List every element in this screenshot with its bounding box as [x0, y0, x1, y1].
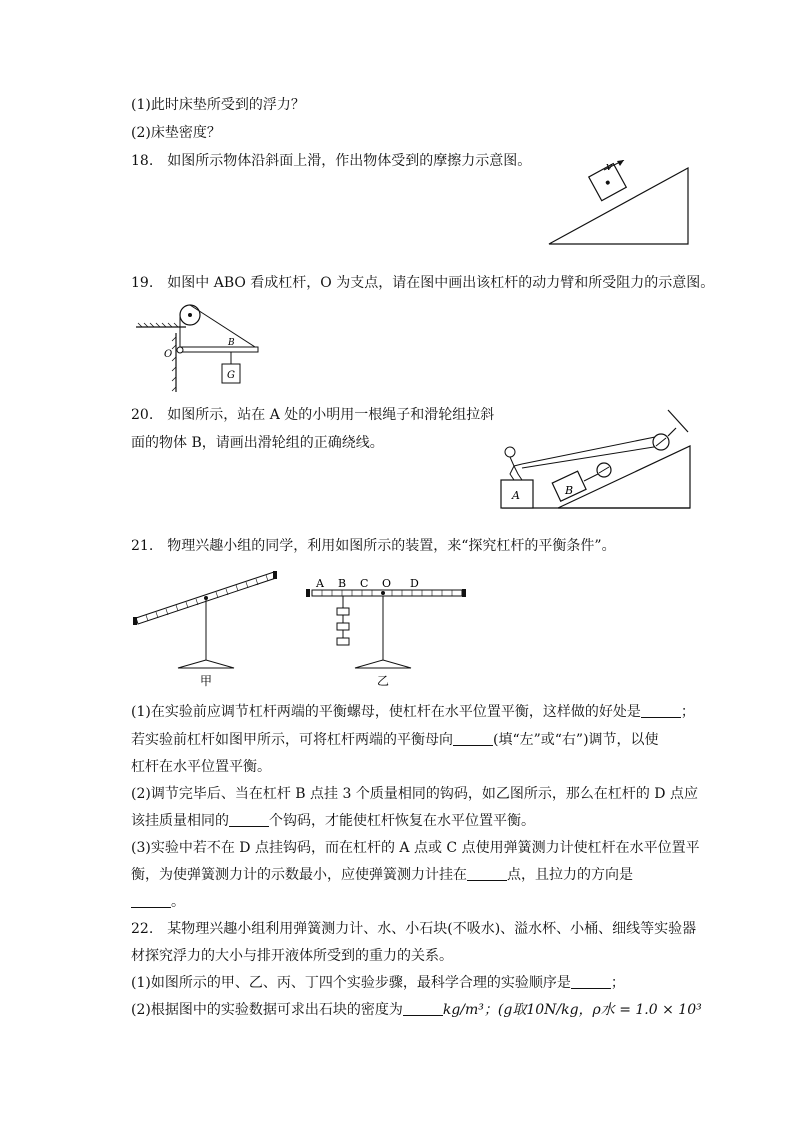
question-22-line-1: 22. 某物理兴趣小组利用弹簧测力计、水、小石块(不吸水)、溢水杯、小桶、细线等实验器 [131, 921, 697, 937]
weight-label: G [227, 370, 235, 381]
question-17-part-1: (1)此时床垫所受到的浮力？ [131, 97, 305, 113]
question-21-part-1-line-1: (1)在实验前应调节杠杆两端的平衡螺母，使杠杆在水平位置平衡，这样做的好处是 ； [131, 704, 695, 720]
figure-20-pulley-incline [498, 408, 694, 510]
answer-blank[interactable] [453, 731, 493, 746]
answer-blank[interactable] [403, 1001, 443, 1016]
point-label-a: A [316, 577, 324, 590]
question-21-part-1-line-3: 杠杆在水平位置平衡。 [131, 759, 271, 775]
question-21-part-3-line-1: (3)实验中若不在 D 点挂钩码，而在杠杆的 A 点或 C 点使用弹簧测力计使杠杆在水平位置平 [131, 840, 700, 856]
point-b-label: B [228, 338, 235, 348]
point-label-d: D [410, 577, 419, 590]
yi-label: 乙 [377, 674, 390, 688]
pivot-label: O [164, 349, 173, 360]
figure-19-lever [130, 297, 265, 393]
answer-blank[interactable] [467, 866, 507, 881]
answer-blank[interactable] [131, 893, 171, 908]
question-18: 18. 如图所示物体沿斜面上滑，作出物体受到的摩擦力示意图。 [131, 153, 532, 169]
question-21: 21. 物理兴趣小组的同学，利用如图所示的装置，来“探究杠杆的平衡条件”。 [131, 538, 616, 554]
question-22-part-1: (1)如图所示的甲、乙、丙、丁四个实验步骤，最科学合理的实验顺序是 ； [131, 975, 625, 991]
figure-18-incline [546, 160, 694, 248]
velocity-label: v [606, 160, 613, 173]
answer-blank[interactable] [571, 974, 611, 989]
question-21-part-2-line-1: (2)调节完毕后、当在杠杆 B 点挂 3 个质量相同的钩码，如乙图所示，那么在杠杆的 D 点应 [131, 786, 698, 802]
question-17-part-2: (2)床垫密度？ [131, 125, 221, 141]
question-21-part-3-line-3: 。 [131, 892, 185, 912]
question-21-part-3-line-2: 衡，为使弹簧测力计的示数最小，应使弹簧测力计挂在 点，且拉力的方向是 [131, 867, 633, 883]
point-label-b: B [338, 577, 347, 590]
figure-21-levers [132, 568, 472, 690]
question-20-line-1: 20. 如图所示，站在 A 处的小明用一根绳子和滑轮组拉斜 [131, 407, 495, 423]
point-label-c: C [360, 577, 369, 590]
question-21-part-1-line-2: 若实验前杠杆如图甲所示，可将杠杆两端的平衡母向 (填“左”或“右”)调节，以使 [131, 732, 659, 748]
box-b-label: B [565, 484, 574, 497]
answer-blank[interactable] [641, 703, 681, 718]
question-21-part-2-line-2: 该挂质量相同的 个钩码，才能使杠杆恢复在水平位置平衡。 [131, 813, 535, 829]
question-20-line-2: 面的物体 B，请画出滑轮组的正确绕线。 [131, 435, 384, 451]
box-a-label: A [512, 489, 520, 502]
question-19: 19. 如图中 ABO 看成杠杆，O 为支点，请在图中画出该杠杆的动力臂和所受阻力的示意图。 [131, 275, 715, 291]
point-label-o: O [382, 577, 392, 590]
question-22-line-2: 材探究浮力的大小与排开液体所受到的重力的关系。 [131, 948, 453, 964]
lever-jia [133, 571, 277, 688]
lever-yi [306, 577, 466, 688]
jia-label: 甲 [200, 674, 213, 688]
answer-blank[interactable] [229, 812, 269, 827]
question-22-part-2: (2)根据图中的实验数据可求出石块的密度为 kg/m³；(g取10N/kg，ρ水 = 1.0 × 10³ [131, 1002, 702, 1018]
